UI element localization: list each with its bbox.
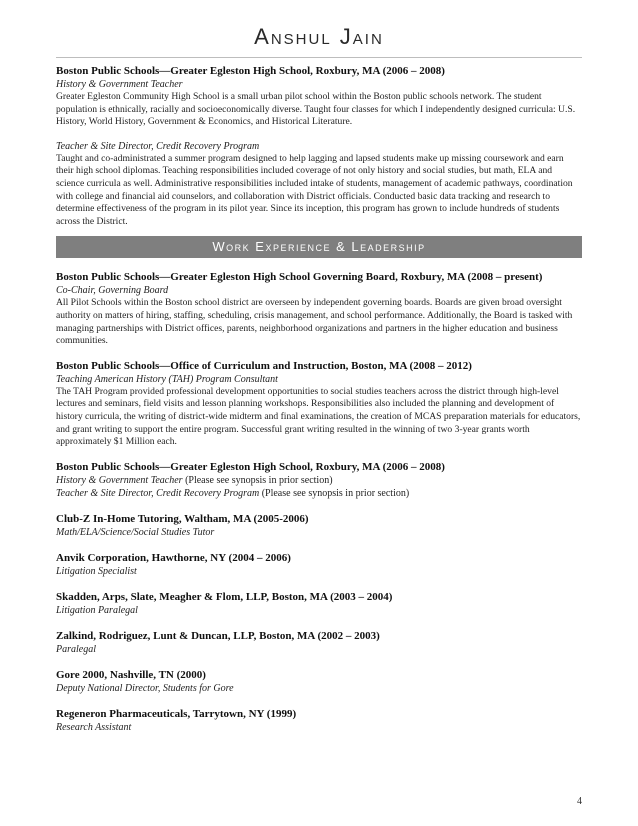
entry-role-title: History & Government Teacher xyxy=(56,474,183,486)
header-divider xyxy=(56,57,582,58)
entry-description: Greater Egleston Community High School is a small urban pilot school within the Boston public schools network. The student population is ethnically, racially and socioeconomically diverse. Taught four classes for which I independently designed curricula: U.S. History, World History, Government & Economics, and Historical Literature. xyxy=(56,91,576,128)
entry-role-note: (Please see synopsis in prior section) xyxy=(182,474,333,486)
entry-organization: Boston Public Schools—Office of Curriculum and Instruction, Boston, MA (2008 – 2012) xyxy=(56,359,472,372)
entry-description: Taught and co-administrated a summer program designed to help lagging and lapsed students make up missing coursework and earn their high school diplomas. Teaching responsibilities included coverage of not only history and social studies, but math, ELA and science curricula as well. Administrative responsibilities included intake of students, management of academic pathways, coordination with college and financial aid counselors, and collaboration with District officials. Conducted basic data tracking and research to determine effectiveness of the program in its pilot year. Since its inception, this program has grown to include hundreds of students across the District. xyxy=(56,152,573,227)
entry-role: Research Assistant xyxy=(56,721,132,733)
entry-role: Litigation Specialist xyxy=(56,565,137,577)
entry-organization: Boston Public Schools—Greater Egleston High School Governing Board, Roxbury, MA (2008 – present) xyxy=(56,271,543,284)
entry-anvik xyxy=(56,551,582,578)
entry-organization: Anvik Corporation, Hawthorne, NY (2004 – 2006) xyxy=(56,551,291,564)
entry-role xyxy=(56,474,582,487)
entry-credit-recovery xyxy=(56,140,582,229)
entry-zalkind xyxy=(56,629,582,656)
entry-organization: Zalkind, Rodriguez, Lunt & Duncan, LLP, Boston, MA (2002 – 2003) xyxy=(56,629,380,642)
entry-skadden xyxy=(56,590,582,617)
entry-organization: Boston Public Schools—Greater Egleston High School, Roxbury, MA (2006 – 2008) xyxy=(56,460,445,473)
entry-organization: Skadden, Arps, Slate, Meagher & Flom, LLP, Boston, MA (2003 – 2004) xyxy=(56,590,393,603)
resume-name: Anshul Jain xyxy=(254,24,384,49)
entry-description: All Pilot Schools within the Boston school district are overseen by independent governing boards. Boards are given broad oversight authority on matters of hiring, staffing, scheduling, crisis management, and school performance. Additionally, the Board is tasked with managing partnerships with District offices, parents, neighborhood organizations and partners in the higher education and business communities. xyxy=(56,297,573,347)
entry-regeneron xyxy=(56,707,582,734)
entry-role: Deputy National Director, Students for Gore xyxy=(56,682,234,694)
entry-tah-program xyxy=(56,359,582,449)
entry-organization: Gore 2000, Nashville, TN (2000) xyxy=(56,668,206,681)
entry-club-z xyxy=(56,512,582,539)
entry-role: Teacher & Site Director, Credit Recovery Program xyxy=(56,140,260,152)
entry-description: The TAH Program provided professional development opportunities to social studies teachers across the district through high-level lectures and seminars, field visits and lesson planning workshops. Responsibilities also included the planning and development of history curricula, the writing of district-wide midterm and final examinations, the creation of MCAS preparation materials for educators, and grant writing to support the entire program. Successful grant writing resulted in the winning of two 3-year grants worth approximately $1 Million each. xyxy=(56,385,581,448)
entry-gore-2000 xyxy=(56,668,582,695)
entry-egleston-summary xyxy=(56,460,582,500)
entry-organization: Regeneron Pharmaceuticals, Tarrytown, NY (1999) xyxy=(56,707,297,720)
entry-governing-board xyxy=(56,270,582,347)
section-heading-work-experience: Work Experience & Leadership xyxy=(56,236,582,258)
entry-organization: Boston Public Schools—Greater Egleston High School, Roxbury, MA (2006 – 2008) xyxy=(56,65,445,77)
entry-role-note: (Please see synopsis in prior section) xyxy=(259,487,410,499)
entry-role-secondary xyxy=(56,487,582,500)
entry-role-title: Teacher & Site Director, Credit Recovery Program xyxy=(56,487,260,499)
page-number: 4 xyxy=(577,796,582,807)
entry-role: Co-Chair, Governing Board xyxy=(56,285,169,297)
entry-egleston-teacher xyxy=(56,64,582,129)
entry-organization: Club-Z In-Home Tutoring, Waltham, MA (2005-2006) xyxy=(56,512,309,525)
entry-role: Paralegal xyxy=(56,643,96,655)
resume-content xyxy=(56,64,582,746)
entry-role: History & Government Teacher xyxy=(56,79,183,90)
entry-role: Teaching American History (TAH) Program Consultant xyxy=(56,373,278,385)
entry-role: Math/ELA/Science/Social Studies Tutor xyxy=(56,526,215,538)
entry-role: Litigation Paralegal xyxy=(56,604,138,616)
